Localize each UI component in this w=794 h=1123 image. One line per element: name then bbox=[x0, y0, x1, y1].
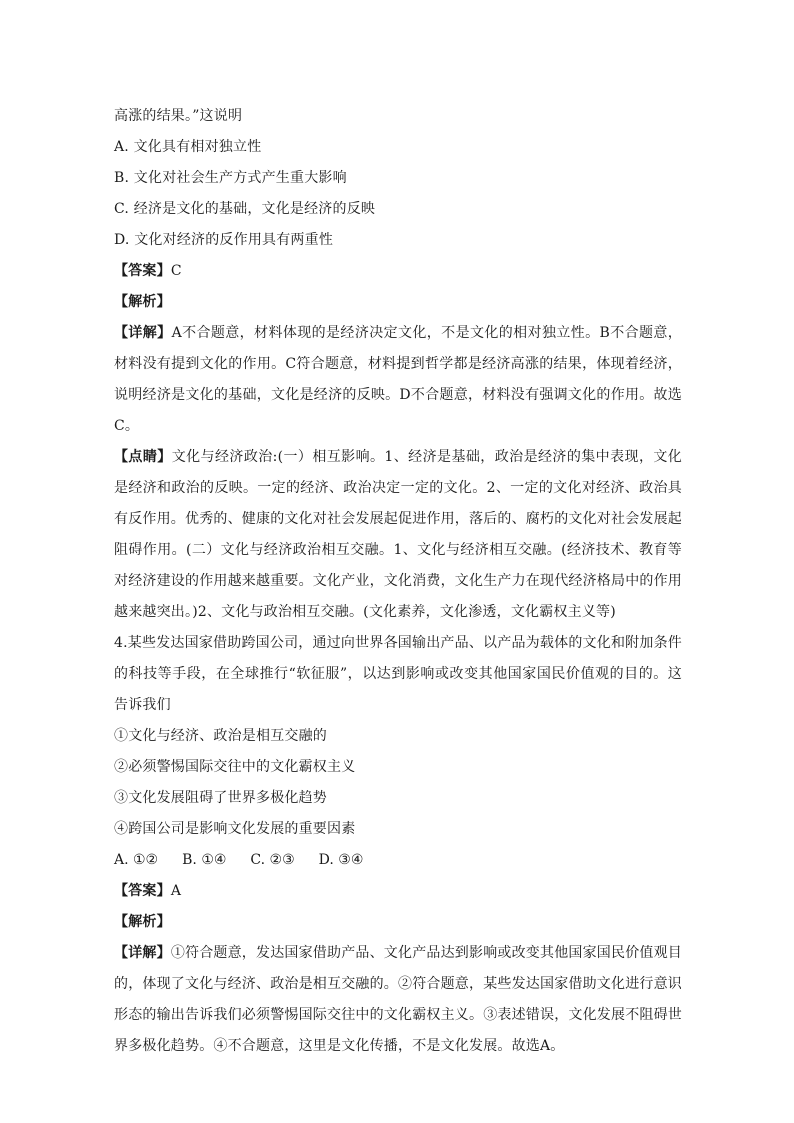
option-d: D. 文化对经济的反作用具有两重性 bbox=[114, 232, 334, 248]
answer-line bbox=[114, 256, 682, 287]
detail-text: ①符合题意，发达国家借助产品、文化产品达到影响或改变其他国家国民价值观目的，体现了文化与经济、政治是相互交融的。②符合题意，某些发达国家借助文化进行意识形态的输出告诉我们必须警惕国际交往中的文化霸权主义。③表述错误，文化发展不阻碍世界多极化趋势。④不合题意，这里是文化传播，不是文化发展。故选A。 bbox=[114, 945, 683, 1054]
statement-1: ①文化与经济、政治是相互交融的 bbox=[114, 728, 327, 744]
question-stem: 高涨的结果。”这说明 bbox=[114, 108, 243, 124]
statement-2: ②必须警惕国际交往中的文化霸权主义 bbox=[114, 759, 356, 775]
analysis-label: 【解析】 bbox=[114, 914, 171, 930]
key-point-label: 【点睛】 bbox=[114, 449, 172, 465]
option-a: A. 文化具有相对独立性 bbox=[114, 139, 262, 155]
analysis-label: 【解析】 bbox=[114, 294, 171, 310]
key-point-paragraph bbox=[114, 442, 682, 628]
option-c: C. ②③ bbox=[250, 852, 295, 868]
key-point-text: 文化与经济政治:(一）相互影响。1、经济是基础，政治是经济的集中表现，文化是经济和政治的反映。一定的经济、政治决定一定的文化。2、一定的文化对经济、政治具有反作用。优秀的、健康的文化对社会发展起促进作用，落后的、腐朽的文化对社会发展起阻碍作用。(二）文化与经济政治相互交融。1、文化与经济相互交融。(经济技术、教育等对经济建设的作用越来越重要。文化产业，文化消费，文化生产力在现代经济格局中的作用越来越突出。)2、文化与政治相互交融。(文化素养，文化渗透，文化霸权主义等) bbox=[114, 449, 682, 620]
options-row bbox=[114, 845, 682, 876]
answer-value: C bbox=[170, 263, 182, 279]
document-page bbox=[114, 101, 682, 1062]
analysis-heading bbox=[114, 907, 682, 938]
detail-text: A不合题意，材料体现的是经济决定文化，不是文化的相对独立性。B不合题意，材料没有提到文化的作用。C符合题意，材料提到哲学都是经济高涨的结果，体现着经济，说明经济是文化的基础，文化是经济的反映。D不合题意，材料没有强调文化的作用。故选C。 bbox=[114, 325, 682, 434]
option-c: C. 经济是文化的基础，文化是经济的反映 bbox=[114, 201, 376, 217]
detail-label: 【详解】 bbox=[114, 325, 172, 341]
option-a: A. ①② bbox=[114, 852, 159, 868]
detail-paragraph bbox=[114, 938, 682, 1062]
detail-label: 【详解】 bbox=[114, 945, 171, 961]
statement-4: ④跨国公司是影响文化发展的重要因素 bbox=[114, 821, 356, 837]
analysis-heading bbox=[114, 287, 682, 318]
answer-label: 【答案】 bbox=[114, 263, 171, 279]
answer-label: 【答案】 bbox=[114, 883, 171, 899]
option-d: D. ③④ bbox=[318, 852, 364, 868]
statement-3: ③文化发展阻碍了世界多极化趋势 bbox=[114, 790, 327, 806]
option-b: B. ①④ bbox=[182, 852, 227, 868]
question-stem: 4.某些发达国家借助跨国公司，通过向世界各国输出产品、以产品为载体的文化和附加条件的科技等手段，在全球推行“软征服”，以达到影响或改变其他国家国民价值观的目的。这告诉我们 bbox=[114, 635, 682, 713]
option-b: B. 文化对社会生产方式产生重大影响 bbox=[114, 170, 347, 186]
answer-line bbox=[114, 876, 682, 907]
answer-value: A bbox=[170, 883, 182, 899]
detail-paragraph bbox=[114, 318, 682, 442]
